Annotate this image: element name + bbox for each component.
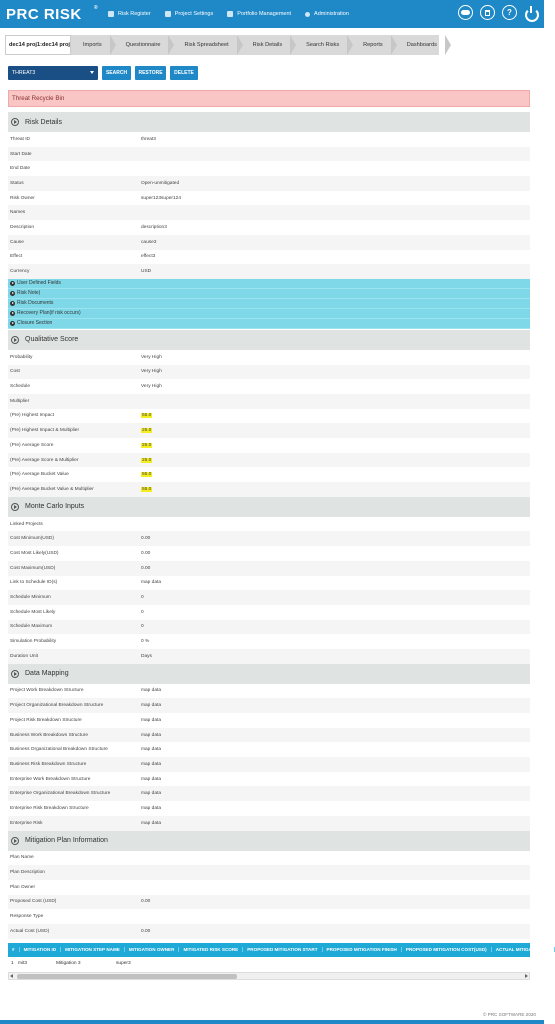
- detail-row: [8, 851, 530, 866]
- field-label: (Pre) Average Score: [10, 442, 54, 448]
- field-value: map data: [141, 688, 162, 694]
- field-label: Cost: [10, 369, 20, 375]
- field-value: Very High: [141, 369, 162, 375]
- grid-column-header[interactable]: MITIGATED RISK SCORE: [179, 947, 243, 952]
- detail-row: [8, 895, 530, 910]
- detail-row: [8, 698, 530, 713]
- detail-row: [8, 713, 530, 728]
- footer: © PRC SOFTWARE 2020: [483, 1011, 536, 1017]
- detail-row: [8, 742, 530, 757]
- field-label: Description: [10, 224, 34, 230]
- field-value: map data: [141, 717, 162, 723]
- chevron-right-icon: [11, 118, 19, 126]
- band-label: User Defined Fields: [17, 280, 61, 287]
- detail-row: [8, 176, 530, 191]
- field-value: 0: [141, 609, 144, 615]
- field-value: super123super124: [141, 195, 182, 201]
- field-label: Business Risk Breakdown Structure: [10, 761, 87, 767]
- detail-row: [8, 161, 530, 176]
- detail-row: [8, 757, 530, 772]
- field-label: Status: [10, 180, 24, 186]
- expand-icon: [10, 291, 15, 296]
- grid-cell-id: mit3: [18, 960, 28, 966]
- field-value: map data: [141, 703, 162, 709]
- detail-row: [8, 531, 530, 546]
- field-label: Schedule Maximum: [10, 624, 53, 630]
- field-value: 0: [141, 595, 144, 601]
- nav-administration[interactable]: Administration: [305, 11, 349, 17]
- detail-row: [8, 467, 530, 482]
- field-label: Schedule: [10, 384, 31, 390]
- field-label: Plan Name: [10, 855, 34, 861]
- settings-icon: [165, 11, 171, 17]
- field-label: Enterprise Work Breakdown Structure: [10, 776, 91, 782]
- field-value: map data: [141, 747, 162, 753]
- field-label: Project Risk Breakdown Structure: [10, 717, 82, 723]
- field-label: End Date: [10, 166, 31, 172]
- detail-row: [8, 394, 530, 409]
- field-value: 55.0: [142, 413, 152, 419]
- field-label: Start Date: [10, 151, 32, 157]
- detail-row: [8, 909, 530, 924]
- section-monte-carlo[interactable]: Monte Carlo Inputs: [8, 497, 530, 517]
- detail-row: [8, 191, 530, 206]
- chevron-right-icon: [11, 837, 19, 845]
- field-value: map data: [141, 732, 162, 738]
- detail-row: [8, 684, 530, 699]
- detail-row: [8, 350, 530, 365]
- grid-icon: [108, 11, 114, 17]
- detail-row: [8, 634, 530, 649]
- field-label: Threat ID: [10, 136, 30, 142]
- breadcrumb-imports[interactable]: Imports: [71, 35, 114, 55]
- detail-row: [8, 235, 530, 250]
- field-label: Project Work Breakdown Structure: [10, 688, 84, 694]
- field-value: 25.0: [142, 457, 152, 463]
- grid-column-header[interactable]: PROPOSED MITIGATION COST(USD): [402, 947, 492, 952]
- nav-portfolio-management[interactable]: Portfolio Management: [227, 11, 291, 17]
- top-icons: [451, 5, 538, 20]
- field-label: Cost Most Likely(USD): [10, 550, 59, 556]
- field-value: description3: [141, 224, 167, 230]
- field-value: Very High: [141, 354, 162, 360]
- detail-row: [8, 772, 530, 787]
- field-value: 55.0: [142, 486, 152, 492]
- threat-select[interactable]: THREAT3: [8, 66, 98, 80]
- detail-row: [8, 365, 530, 380]
- field-value: 25.0: [142, 442, 152, 448]
- detail-row: [8, 517, 530, 532]
- field-value: map data: [141, 776, 162, 782]
- band-label: Closure Section: [17, 320, 53, 327]
- field-label: Currency: [10, 269, 30, 275]
- field-label: Multiplier: [10, 398, 30, 404]
- field-value: threat3: [141, 136, 156, 142]
- breadcrumb-risk-details[interactable]: Risk Details: [241, 35, 295, 55]
- field-value: 0 %: [141, 639, 150, 645]
- field-value: Open-unmitigated: [141, 180, 180, 186]
- grid-cell-owner: super3: [116, 960, 131, 966]
- section-data-mapping[interactable]: Data Mapping: [8, 664, 530, 684]
- section-mitigation-plan[interactable]: Mitigation Plan Information: [8, 831, 530, 851]
- trash-icon[interactable]: [480, 5, 495, 20]
- detail-row: [8, 132, 530, 147]
- delete-button[interactable]: DELETE: [170, 66, 198, 80]
- field-label: Response Type: [10, 914, 44, 920]
- field-value: 0.00: [141, 928, 151, 934]
- expand-icon: [10, 301, 15, 306]
- field-label: Plan Description: [10, 870, 45, 876]
- field-label: (Pre) Highest Impact & Multiplier: [10, 428, 80, 434]
- field-label: Actual Cost (USD): [10, 928, 50, 934]
- field-label: Cause: [10, 239, 24, 245]
- detail-row: [8, 264, 530, 279]
- collapsible-band[interactable]: [8, 319, 530, 329]
- main-content: [8, 112, 550, 980]
- detail-row: [8, 423, 530, 438]
- grid-column-header[interactable]: PROPOSED MITIGATION FINISH: [323, 947, 402, 952]
- field-value: 25.0: [142, 428, 152, 434]
- detail-row: [8, 546, 530, 561]
- table-row[interactable]: [8, 957, 530, 970]
- main-nav: [108, 11, 363, 17]
- grid-column-header[interactable]: ACTUAL MITIGATION ST: [492, 947, 555, 952]
- detail-row: [8, 220, 530, 235]
- field-value: Very High: [141, 384, 162, 390]
- field-label: Plan Owner: [10, 884, 36, 890]
- field-label: Duration Unit: [10, 653, 38, 659]
- detail-row: [8, 205, 530, 220]
- grid-cell-name: Mitigation 3: [56, 960, 81, 966]
- field-value: USD: [141, 269, 152, 275]
- nav-project-settings[interactable]: Project Settings: [165, 11, 214, 17]
- app-logo[interactable]: PRC RISK ®: [6, 4, 98, 23]
- field-value: effect3: [141, 254, 156, 260]
- detail-row: [8, 561, 530, 576]
- toolbar: [8, 66, 198, 80]
- collapsible-band[interactable]: [8, 309, 530, 319]
- grid-column-header[interactable]: MITIGATION ID: [20, 947, 62, 952]
- chevron-right-icon: [11, 503, 19, 511]
- restore-button[interactable]: RESTORE: [135, 66, 166, 80]
- scroll-left-icon[interactable]: [10, 974, 13, 978]
- scroll-thumb[interactable]: [17, 974, 237, 979]
- mitigation-grid-header: [8, 943, 550, 957]
- detail-row: [8, 590, 530, 605]
- breadcrumb-dashboards[interactable]: Dashboards: [395, 35, 449, 55]
- breadcrumb-project[interactable]: dec14 proj1:dec14 proj: [5, 35, 71, 55]
- field-value: map data: [141, 820, 162, 826]
- detail-row: [8, 728, 530, 743]
- field-value: 0: [141, 624, 144, 630]
- power-icon[interactable]: [524, 6, 538, 20]
- field-label: Schedule Most Likely: [10, 609, 56, 615]
- user-icon: [305, 12, 310, 17]
- chevron-right-icon: [11, 336, 19, 344]
- field-label: Cost Minimum(USD): [10, 536, 54, 542]
- field-label: Link to Schedule ID(s): [10, 580, 58, 586]
- field-label: Schedule Minimum: [10, 595, 51, 601]
- field-value: 55.0: [142, 472, 152, 478]
- top-bar: [0, 0, 544, 28]
- field-label: Probability: [10, 354, 33, 360]
- field-value: 0.00: [141, 899, 151, 905]
- caret-down-icon: [90, 71, 94, 74]
- detail-row: [8, 801, 530, 816]
- toggle-icon[interactable]: [458, 5, 473, 20]
- field-label: Effect: [10, 254, 23, 260]
- field-label: Proposed Cost (USD): [10, 899, 57, 905]
- breadcrumb: [5, 35, 439, 55]
- field-label: Business Organizational Breakdown Structure: [10, 747, 108, 753]
- field-label: (Pre) Average Bucket Value & Multiplier: [10, 486, 94, 492]
- field-value: map data: [141, 805, 162, 811]
- band-label: Recovery Plan(if risk occurs): [17, 310, 81, 317]
- detail-row: [8, 786, 530, 801]
- scroll-right-icon[interactable]: [525, 974, 528, 978]
- horizontal-scrollbar[interactable]: [8, 972, 530, 980]
- detail-row: [8, 453, 530, 468]
- chevron-right-icon: [11, 670, 19, 678]
- grid-column-header[interactable]: PROPOSED MITIGATION START: [243, 947, 322, 952]
- field-value: map data: [141, 580, 162, 586]
- search-button[interactable]: SEARCH: [102, 66, 131, 80]
- recycle-bin-title: Threat Recycle Bin: [8, 90, 530, 107]
- footer-bar: [0, 1020, 544, 1024]
- field-label: Simulation Probability: [10, 639, 57, 645]
- field-value: 0.00: [141, 550, 151, 556]
- section-qualitative-score[interactable]: Qualitative Score: [8, 330, 530, 350]
- detail-row: [8, 147, 530, 162]
- detail-row: [8, 816, 530, 831]
- grid-cell-num: 1: [11, 960, 14, 966]
- field-value: Days: [141, 653, 152, 659]
- field-label: Business Work Breakdown Structure: [10, 732, 89, 738]
- detail-row: [8, 880, 530, 895]
- field-label: Enterprise Risk: [10, 820, 43, 826]
- field-value: 0.00: [141, 536, 151, 542]
- breadcrumb-risk-spreadsheet[interactable]: Risk Spreadsheet: [172, 35, 240, 55]
- field-label: Cost Maximum(USD): [10, 565, 56, 571]
- grid-column-header[interactable]: MITIGATION OWNER: [125, 947, 180, 952]
- detail-row: [8, 482, 530, 497]
- detail-row: [8, 924, 530, 939]
- field-value: cause3: [141, 239, 157, 245]
- detail-row: [8, 576, 530, 591]
- detail-row: [8, 649, 530, 664]
- collapsible-band[interactable]: [8, 279, 530, 289]
- detail-row: [8, 409, 530, 424]
- band-label: Risk Note): [17, 290, 41, 297]
- field-value: 0.00: [141, 565, 151, 571]
- field-label: Risk Owner: [10, 195, 35, 201]
- collapsible-band[interactable]: [8, 289, 530, 299]
- help-icon[interactable]: ?: [502, 5, 517, 20]
- grid-column-header[interactable]: MITIGATION STEP NAME: [61, 947, 125, 952]
- detail-row: [8, 379, 530, 394]
- collapsible-band[interactable]: [8, 299, 530, 309]
- expand-icon: [10, 281, 15, 286]
- expand-icon: [10, 321, 15, 326]
- detail-row: [8, 438, 530, 453]
- detail-row: [8, 865, 530, 880]
- expand-icon: [10, 311, 15, 316]
- field-label: Enterprise Organizational Breakdown Structure: [10, 791, 111, 797]
- section-risk-details[interactable]: Risk Details: [8, 112, 530, 132]
- field-label: Linked Projects: [10, 521, 43, 527]
- field-label: Names: [10, 210, 26, 216]
- breadcrumb-reports[interactable]: Reports: [351, 35, 395, 55]
- field-label: (Pre) Average Bucket Value: [10, 472, 69, 478]
- detail-row: [8, 605, 530, 620]
- band-label: Risk Documents: [17, 300, 54, 307]
- breadcrumb-questionnaire[interactable]: Questionnaire: [114, 35, 173, 55]
- field-label: Enterprise Risk Breakdown Structure: [10, 805, 89, 811]
- field-value: map data: [141, 791, 162, 797]
- folder-icon: [227, 11, 233, 17]
- breadcrumb-search-risks[interactable]: Search Risks: [294, 35, 351, 55]
- nav-risk-register[interactable]: Risk Register: [108, 11, 151, 17]
- field-label: (Pre) Highest Impact: [10, 413, 54, 419]
- field-value: map data: [141, 761, 162, 767]
- field-label: Project Organizational Breakdown Structure: [10, 703, 104, 709]
- field-label: (Pre) Average Score & Multiplier: [10, 457, 79, 463]
- detail-row: [8, 620, 530, 635]
- detail-row: [8, 250, 530, 265]
- grid-column-header[interactable]: #: [8, 947, 20, 952]
